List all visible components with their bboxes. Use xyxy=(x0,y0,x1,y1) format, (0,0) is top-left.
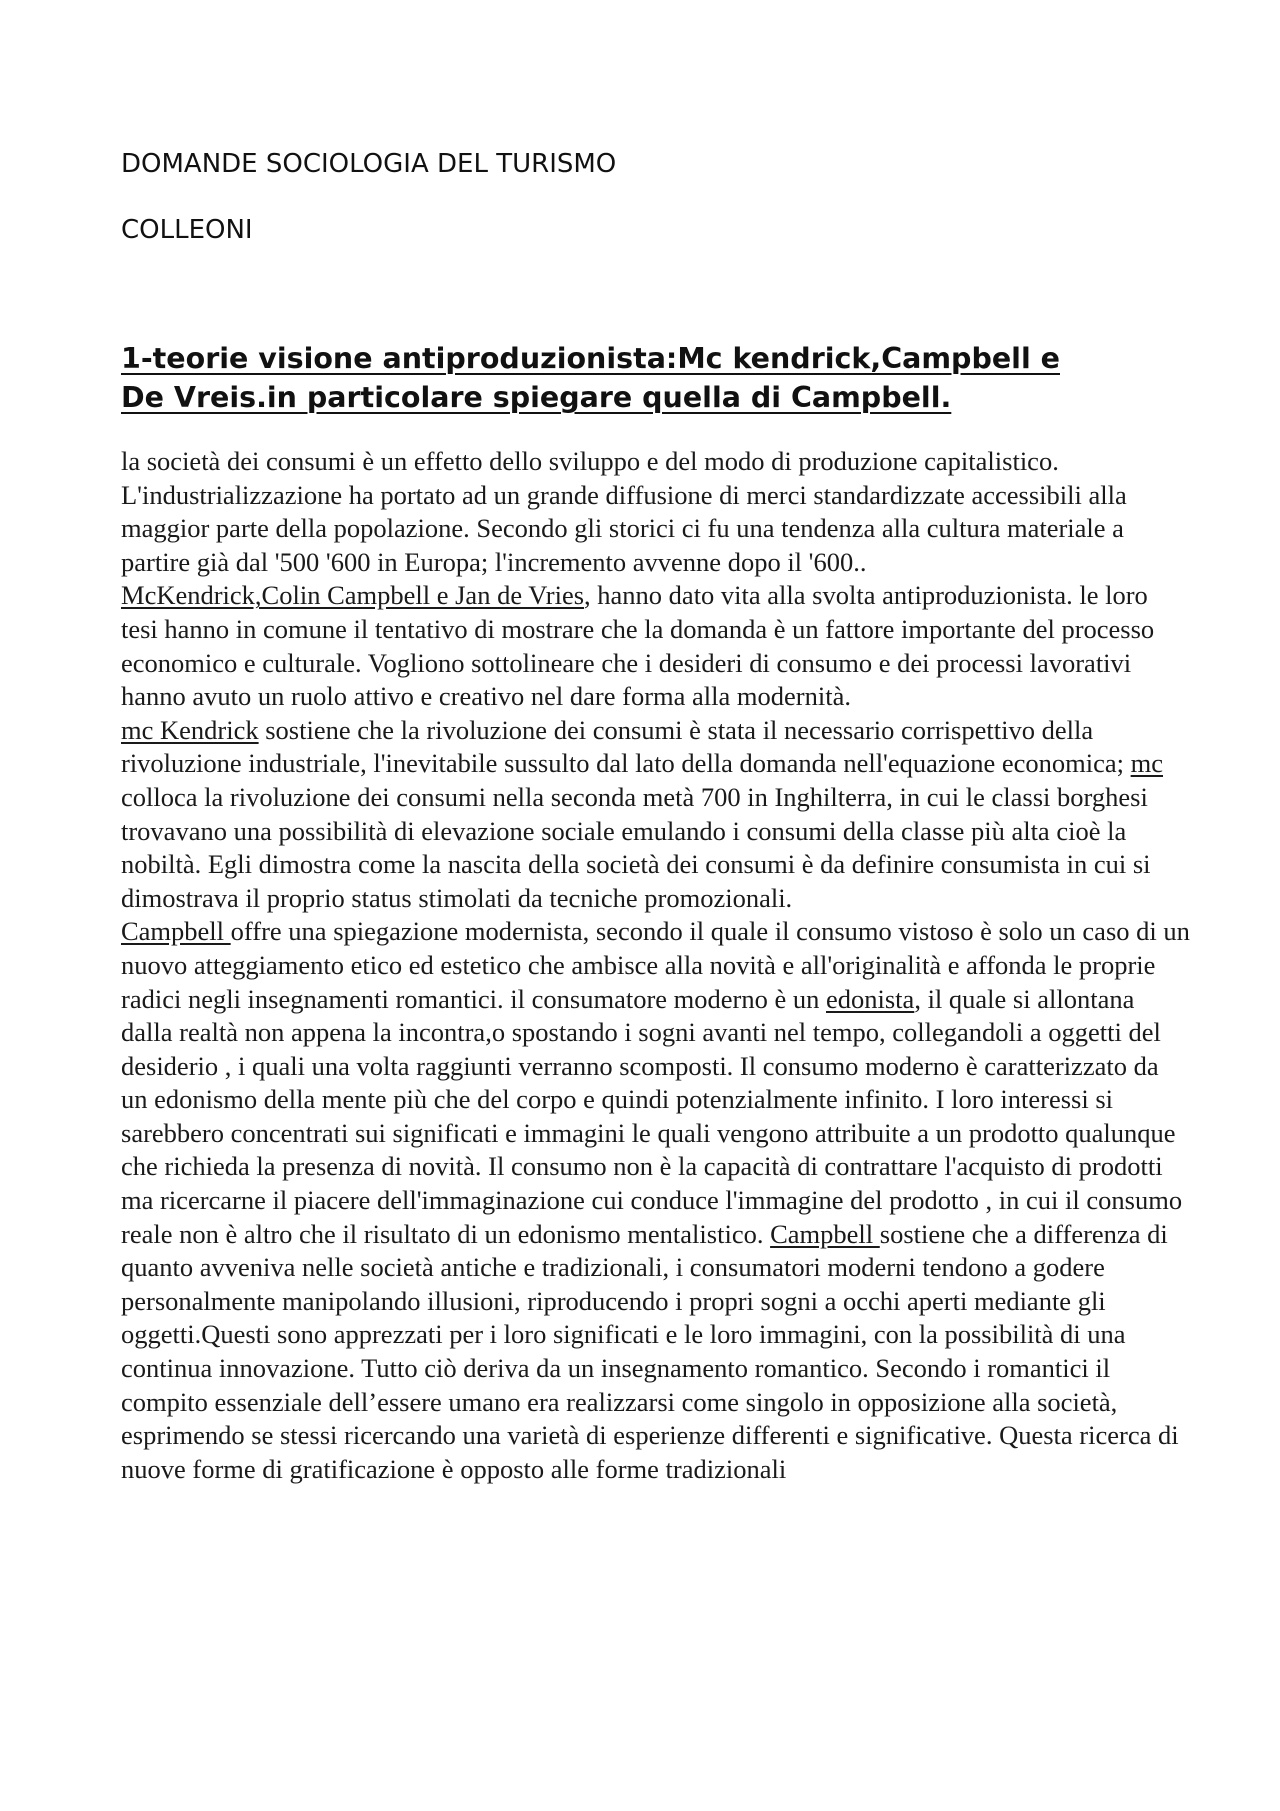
campbell-link-1: Campbell xyxy=(121,916,231,947)
campbell-text-1: offre una spiegazione modernista, secondo il quale il consumo vistoso è solo un caso di un nuovo atteggiamento etico ed estetico che ambisce alla novità e all'originalità e affonda le proprie radici negli insegnamenti romantici. il consumatore moderno è un xyxy=(121,916,1190,1014)
paragraph-authors xyxy=(121,579,1191,713)
paragraph-campbell xyxy=(121,915,1191,1486)
campbell-text-3: sostiene che a differenza di quanto avveniva nelle società antiche e tradizionali, i consumatori moderni tendono a godere personalmente manipolando illusioni, riproducendo i propri sogni a occhi aperti mediante gli oggetti.Questi sono apprezzati per i loro significati e le loro immagini, con la possibilità di una continua innovazione. Tutto ciò deriva da un insegnamento romantico. Secondo i romantici il compito essenziale dell’essere umano era realizzarsi come singolo in opposizione alla società, esprimendo se stessi ricercando una varietà di esperienze differenti e significative. Questa ricerca di nuove forme di gratificazione è opposto alle forme tradizionali xyxy=(121,1218,1179,1484)
campbell-link-2: Campbell xyxy=(770,1218,880,1249)
question-line-2: De Vreis.in particolare spiegare quella di Campbell. xyxy=(121,381,952,414)
authors-text: , hanno dato vita alla svolta antiproduzionista. le loro tesi hanno in comune il tentativo di mostrare che la domanda è un fattore importante del processo economico e culturale. Vogliono sottolineare che i desideri di consumo e dei processi lavorativi hanno avuto un ruolo attivo e creativo nel dare forma alla modernità. xyxy=(121,580,1155,712)
question-line-1: 1-teorie visione antiproduzionista:Mc kendrick,Campbell e xyxy=(121,342,1060,375)
mckendrick-text-1: sostiene che la rivoluzione dei consumi è stata il necessario corrispettivo della rivoluzione industriale, l'inevitabile sussulto dal lato della domanda nell'equazione economica; xyxy=(121,714,1131,779)
document-author: COLLEONI xyxy=(121,215,253,245)
mckendrick-link: mc Kendrick xyxy=(121,714,259,745)
answer-body xyxy=(121,445,1191,1486)
question-heading xyxy=(121,339,1191,417)
mckendrick-text-2: colloca la rivoluzione dei consumi nella seconda metà 700 in Inghilterra, in cui le classi borghesi trovavano una possibilità di elevazione sociale emulando i consumi della classe più alta cioè la nobiltà. Egli dimostra come la nascita della società dei consumi è da definire consumista in cui si dimostrava il proprio status stimolati da tecniche promozionali. xyxy=(121,781,1151,913)
paragraph-intro: la società dei consumi è un effetto dello sviluppo e del modo di produzione capitalistico. L'industrializzazione ha portato ad un grande diffusione di merci standardizzate accessibili alla maggior parte della popolazione. Secondo gli storici ci fu una tendenza alla cultura materiale a partire già dal '500 '600 in Europa; l'incremento avvenne dopo il '600.. xyxy=(121,446,1127,577)
document-title: DOMANDE SOCIOLOGIA DEL TURISMO xyxy=(121,149,617,179)
paragraph-mckendrick xyxy=(121,714,1191,916)
document-content xyxy=(121,148,1191,1486)
edonista-link: edonista xyxy=(826,983,915,1014)
campbell-text-2: , il quale si allontana dalla realtà non appena la incontra,o spostando i sogni avanti nel tempo, collegandoli a oggetti del desiderio , i quali una volta raggiunti verranno scomposti. Il consumo moderno è caratterizzato da un edonismo della mente più che del corpo e quindi potenzialmente infinito. I loro interessi si sarebbero concentrati sui significati e immagini le quali vengono attribuite a un prodotto qualunque che richieda la presenza di novità. Il consumo non è la capacità di contrattare l'acquisto di prodotti ma ricercarne il piacere dell'immaginazione cui conduce l'immagine del prodotto , in cui il consumo reale non è altro che il risultato di un edonismo mentalistico. xyxy=(121,983,1183,1249)
authors-link: McKendrick,Colin Campbell e Jan de Vries xyxy=(121,580,585,611)
mc-link: mc xyxy=(1130,748,1164,779)
